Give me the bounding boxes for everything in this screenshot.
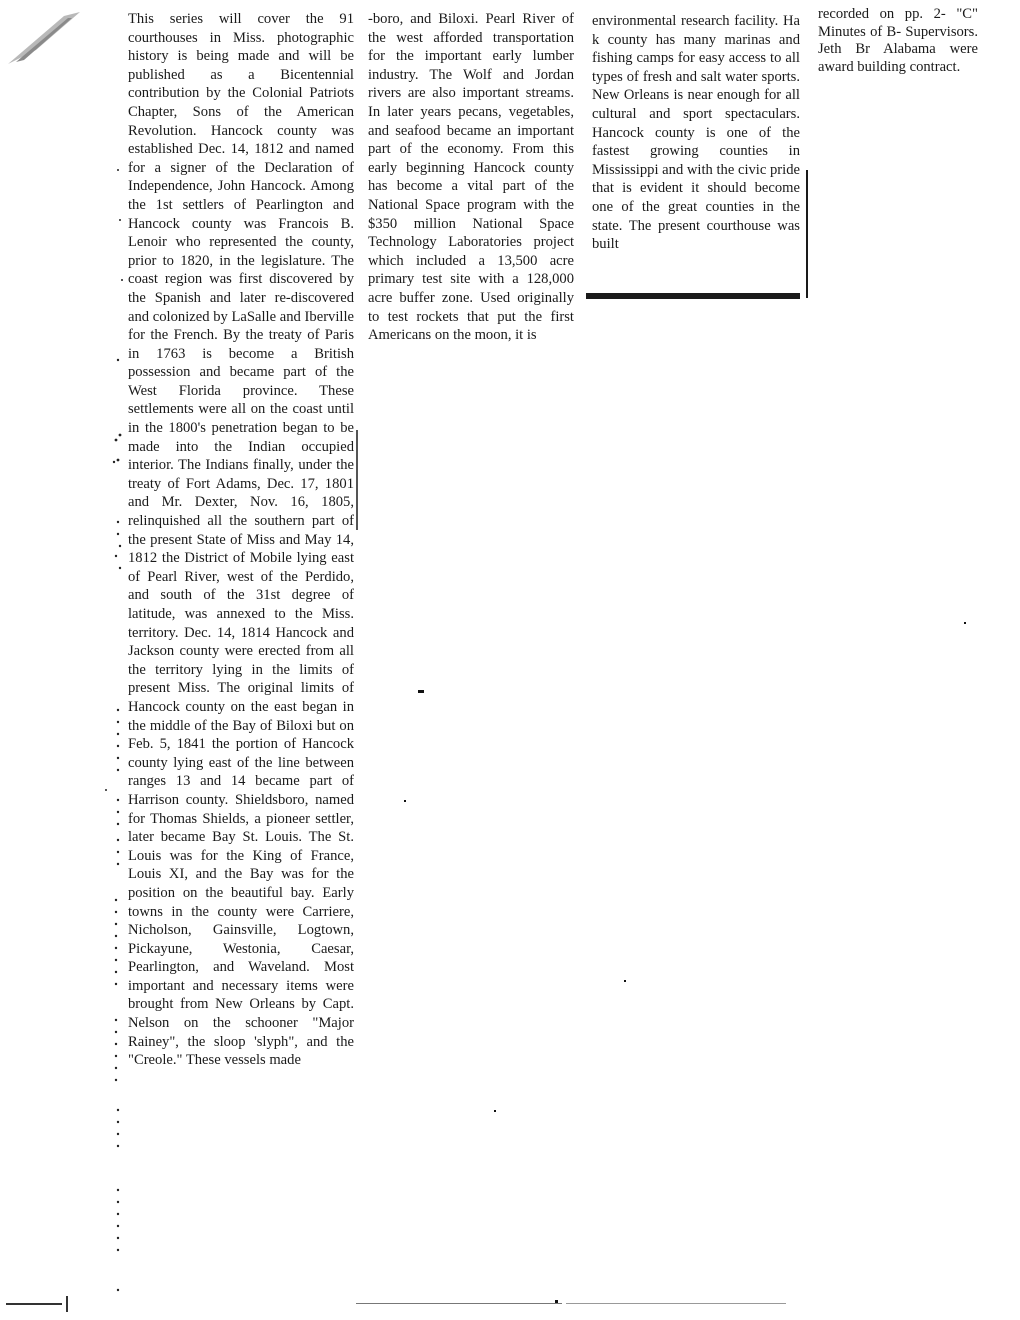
article-column-1 xyxy=(128,10,354,1070)
article-column-2-text: -boro, and Biloxi. Pearl River of the west afforded transportation for the important early lumber industry. The Wolf and Jordan rivers are also important streams. In later years pecans, vegetables, and seafood became an important part of the economy. From this early beginning Hancock county has become a vital part of the National Space program with the $350 million National Space Technology Laboratories project which included a 13,500 acre primary test site with a 128,000 acre buffer zone. Used originally to test rockets that put the first Americans on the moon, it is xyxy=(368,11,574,344)
scan-speck xyxy=(404,800,406,802)
bottom-edge-tick xyxy=(66,1296,68,1312)
bottom-edge-line-left xyxy=(6,1303,62,1305)
scan-speck xyxy=(494,1110,496,1112)
column-3-border-rule xyxy=(806,170,808,298)
article-column-2 xyxy=(368,10,574,345)
article-column-4-text: recorded on pp. 2- "C" Minutes of B- Supervisors. Jeth Br Alabama were award building contract. xyxy=(818,6,978,75)
article-column-1-text: This series will cover the 91 courthouses in Miss. photographic history is being made and will be published as a Bicentennial contribution by the Colonial Patriots Chapter, Sons of the American Revolution. Hancock county was established Dec. 14, 1812 and named for a signer of the Declaration of Independence, John Hancock. Among the 1st settlers of Pearlington and Hancock county was Francois B. Lenoir who represented the county, prior to 1820, in the legislature. The coast region was first discovered by the Spanish and later re-discovered and colonized by LaSalle and Iberville for the French. By the treaty of Paris in 1763 is become a British possession and became part of the West Florida province. These settlements were all on the coast until in the 1800's penetration began to be made into the Indian occupied interior. The Indians finally, under the treaty of Fort Adams, Dec. 17, 1801 and Mr. Dexter, Nov. 16, 1805, relinquished all the southern part of the present State of Miss and May 14, 1812 the District of Mobile lying east of Pearl River, west of the Perdido, and south of the 31st degree of latitude, was annexed to the Miss. territory. Dec. 14, 1814 Hancock and Jackson county were erected from all the territory lying in the limits of present Miss. The original limits of Hancock county on the east began in the middle of the Bay of Biloxi but on Feb. 5, 1841 the portion of Hancock county lying east of the line between ranges 13 and 14 became part of Harrison county. Shieldsboro, named for Thomas Shields, a pioneer settler, later became Bay St. Louis. The St. Louis was for the King of France, Louis XI, and the Bay was for the position on the beautiful bay. Early towns in the county were Carriere, Nicholson, Gainsville, Logtown, Pickayune, Westonia, Caesar, Pearlington, and Waveland. Most important and necessary items were brought from New Orleans by Capt. Nelson on the schooner "Major Rainey", the sloop 'slyph", and the "Creole." These vessels made xyxy=(128,11,354,1069)
column-divider-faint xyxy=(356,430,358,530)
article-column-4-clipped xyxy=(818,6,978,76)
scan-speck xyxy=(555,1300,558,1303)
column-3-bottom-bar xyxy=(586,293,800,299)
scan-speck xyxy=(624,980,626,982)
article-column-3 xyxy=(592,12,800,254)
scan-speck xyxy=(964,622,966,624)
bottom-edge-line-right xyxy=(566,1303,786,1304)
article-column-3-text: environmental research facility. Ha k county has many marinas and fishing camps for easy access to all types of fresh and salt water sports. New Orleans is near enough for all cultural and sport spectaculars. Hancock county is one of the fastest growing counties in Mississippi and with the civic pride that is evident it should become one of the great counties in the state. The present courthouse was built xyxy=(592,13,800,253)
scan-speck xyxy=(418,690,424,693)
bottom-edge-line-center xyxy=(356,1303,562,1304)
page-fold-mark xyxy=(6,10,96,70)
margin-specks xyxy=(100,150,130,1310)
